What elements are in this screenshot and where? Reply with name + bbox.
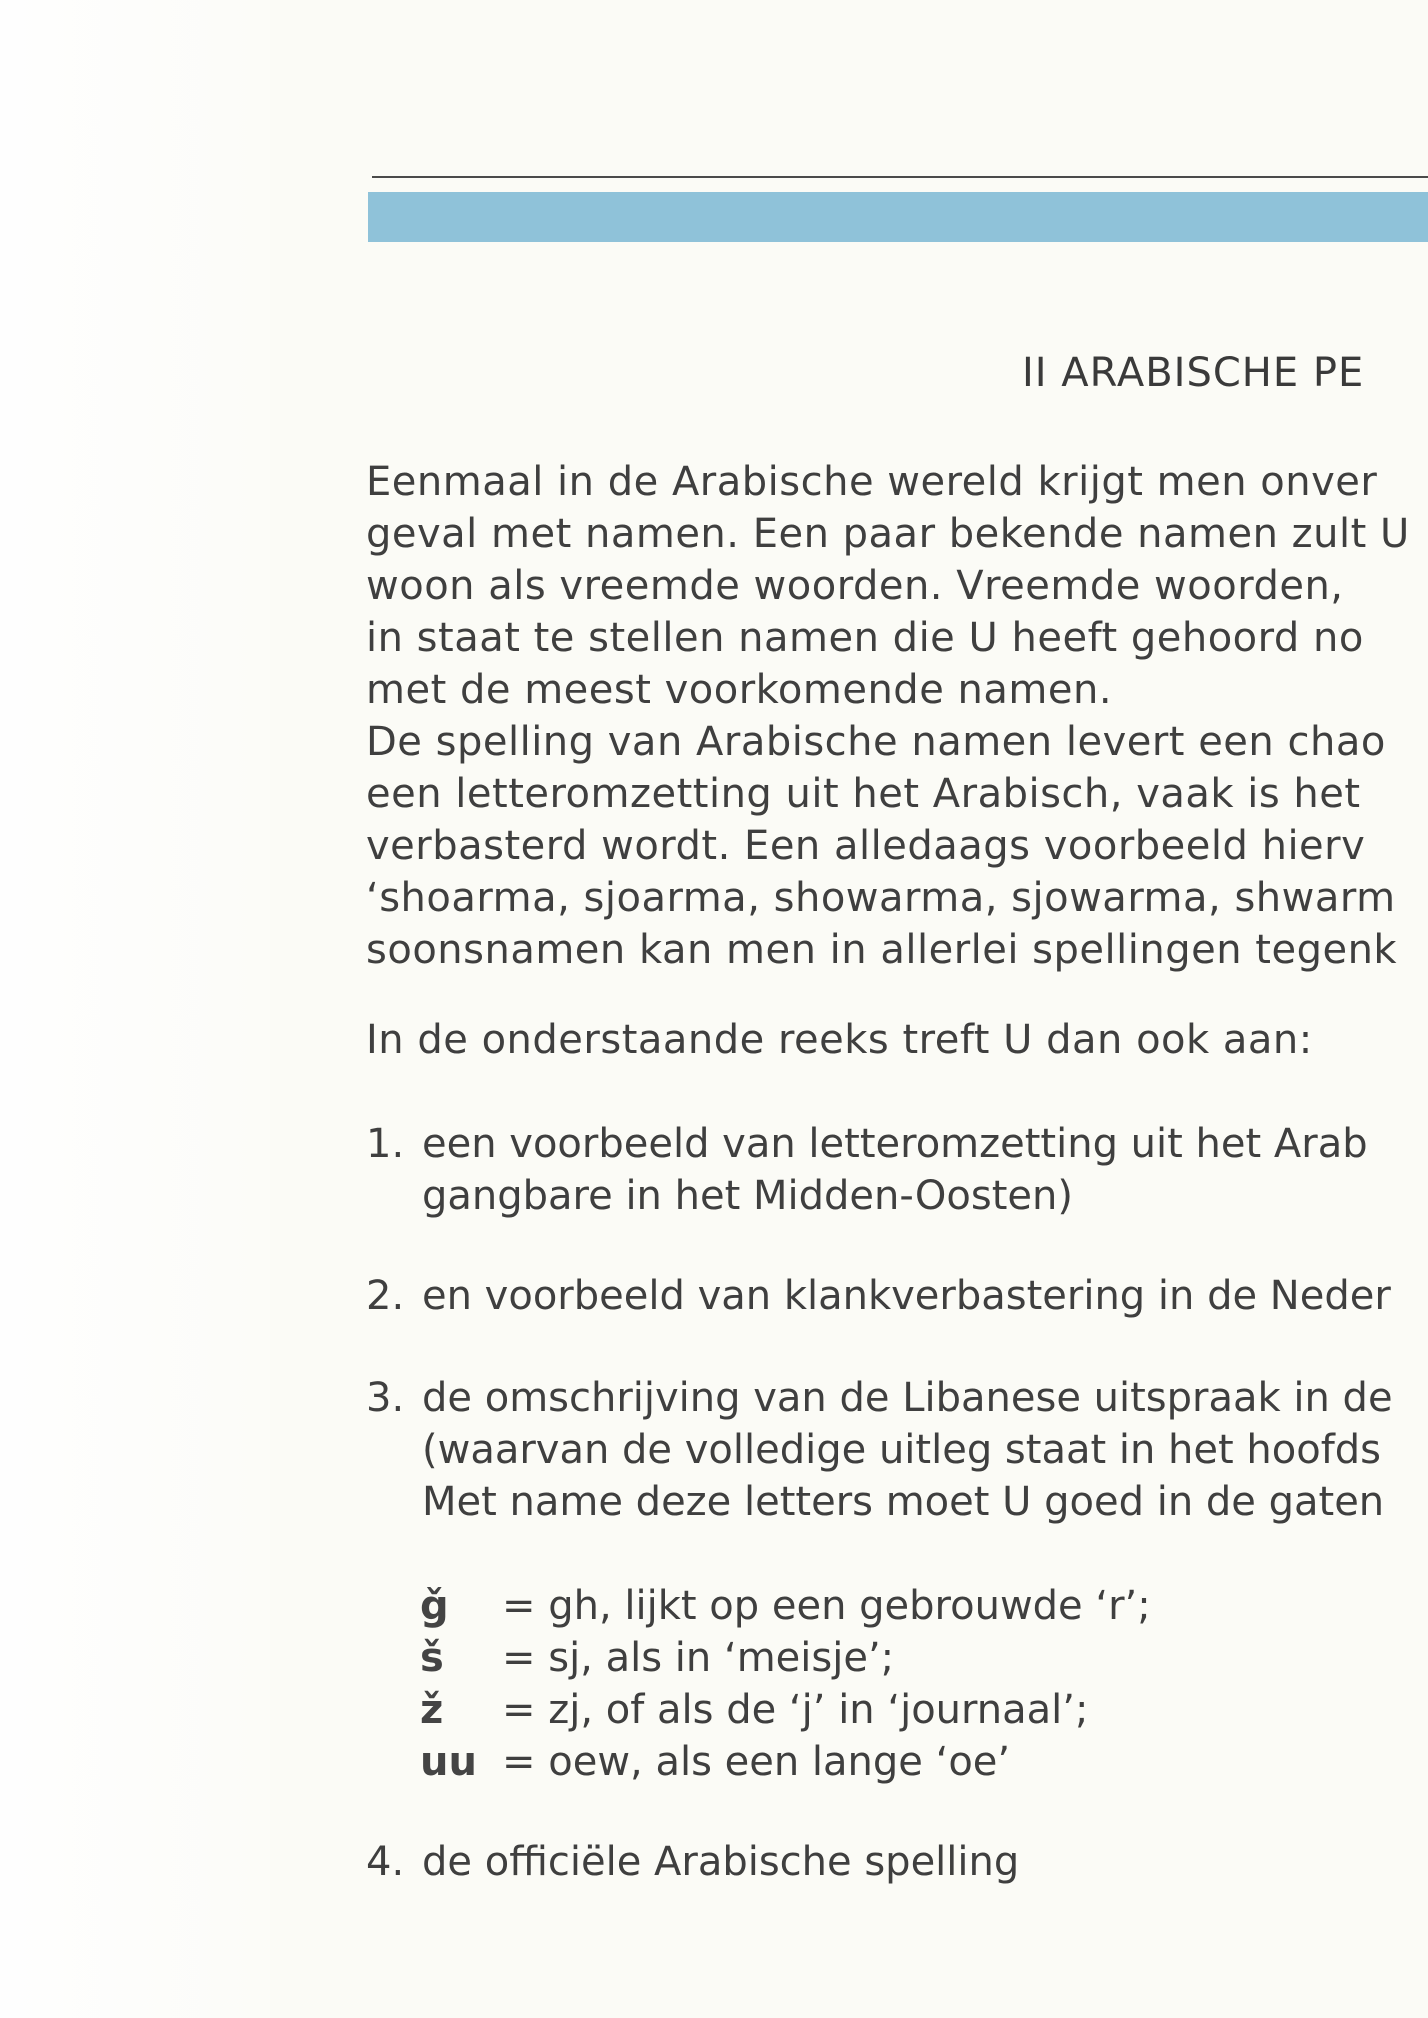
item-line: de omschrijving van de Libanese uitspraak in de xyxy=(422,1375,1393,1421)
symbol: uu xyxy=(420,1739,477,1785)
list-item-3 xyxy=(366,1372,1393,1528)
item-line: de officiële Arabische spelling xyxy=(422,1839,1020,1885)
pronunciation-text: = oew, als een lange ‘oe’ xyxy=(502,1739,1011,1785)
symbol: ǧ xyxy=(420,1583,449,1629)
header-band xyxy=(368,192,1428,242)
intro-line: De spelling van Arabische namen levert een chao xyxy=(366,719,1386,765)
top-rule xyxy=(372,176,1428,178)
pronunciation-row xyxy=(420,1736,1151,1788)
intro-line: geval met namen. Een paar bekende namen zult U xyxy=(366,511,1410,557)
item-line: een voorbeeld van letteromzetting uit het Arab xyxy=(422,1121,1368,1167)
symbol: š xyxy=(420,1635,444,1681)
pronunciation-row xyxy=(420,1632,1151,1684)
intro-line: met de meest voorkomende namen. xyxy=(366,667,1113,713)
section-heading: II ARABISCHE PE xyxy=(1022,350,1365,396)
intro-paragraph xyxy=(366,456,1428,976)
list-item-2 xyxy=(366,1270,1391,1322)
intro-line: soonsnamen kan men in allerlei spellingen tegenk xyxy=(366,927,1398,973)
list-item-4 xyxy=(366,1836,1019,1888)
intro-line: Eenmaal in de Arabische wereld krijgt men onver xyxy=(366,459,1378,505)
pronunciation-list xyxy=(420,1580,1151,1788)
page-margin xyxy=(0,0,270,2018)
intro-line: verbasterd wordt. Een alledaags voorbeeld hierv xyxy=(366,823,1366,869)
pronunciation-row xyxy=(420,1684,1151,1736)
list-item-1 xyxy=(366,1118,1368,1222)
pronunciation-text: = sj, als in ‘meisje’; xyxy=(502,1635,895,1681)
item-number: 2. xyxy=(366,1273,405,1319)
symbol: ž xyxy=(420,1687,444,1733)
item-number: 4. xyxy=(366,1839,405,1885)
item-number: 3. xyxy=(366,1375,405,1421)
item-line: (waarvan de volledige uitleg staat in het hoofds xyxy=(422,1427,1382,1473)
intro-line: ‘shoarma, sjoarma, showarma, sjowarma, shwarm xyxy=(366,875,1396,921)
item-line: en voorbeeld van klankverbastering in de Neder xyxy=(422,1273,1391,1319)
item-line: gangbare in het Midden-Oosten) xyxy=(422,1173,1073,1219)
intro-line: woon als vreemde woorden. Vreemde woorden, xyxy=(366,563,1344,609)
item-line: Met name deze letters moet U goed in de gaten xyxy=(422,1479,1385,1525)
pronunciation-row xyxy=(420,1580,1151,1632)
item-number: 1. xyxy=(366,1121,405,1167)
pronunciation-text: = gh, lijkt op een gebrouwde ‘r’; xyxy=(502,1583,1151,1629)
intro-line: in staat te stellen namen die U heeft gehoord no xyxy=(366,615,1364,661)
intro-line: een letteromzetting uit het Arabisch, vaak is het xyxy=(366,771,1361,817)
pronunciation-text: = zj, of als de ‘j’ in ‘journaal’; xyxy=(502,1687,1089,1733)
list-intro: In de onderstaande reeks treft U dan ook aan: xyxy=(366,1017,1313,1063)
